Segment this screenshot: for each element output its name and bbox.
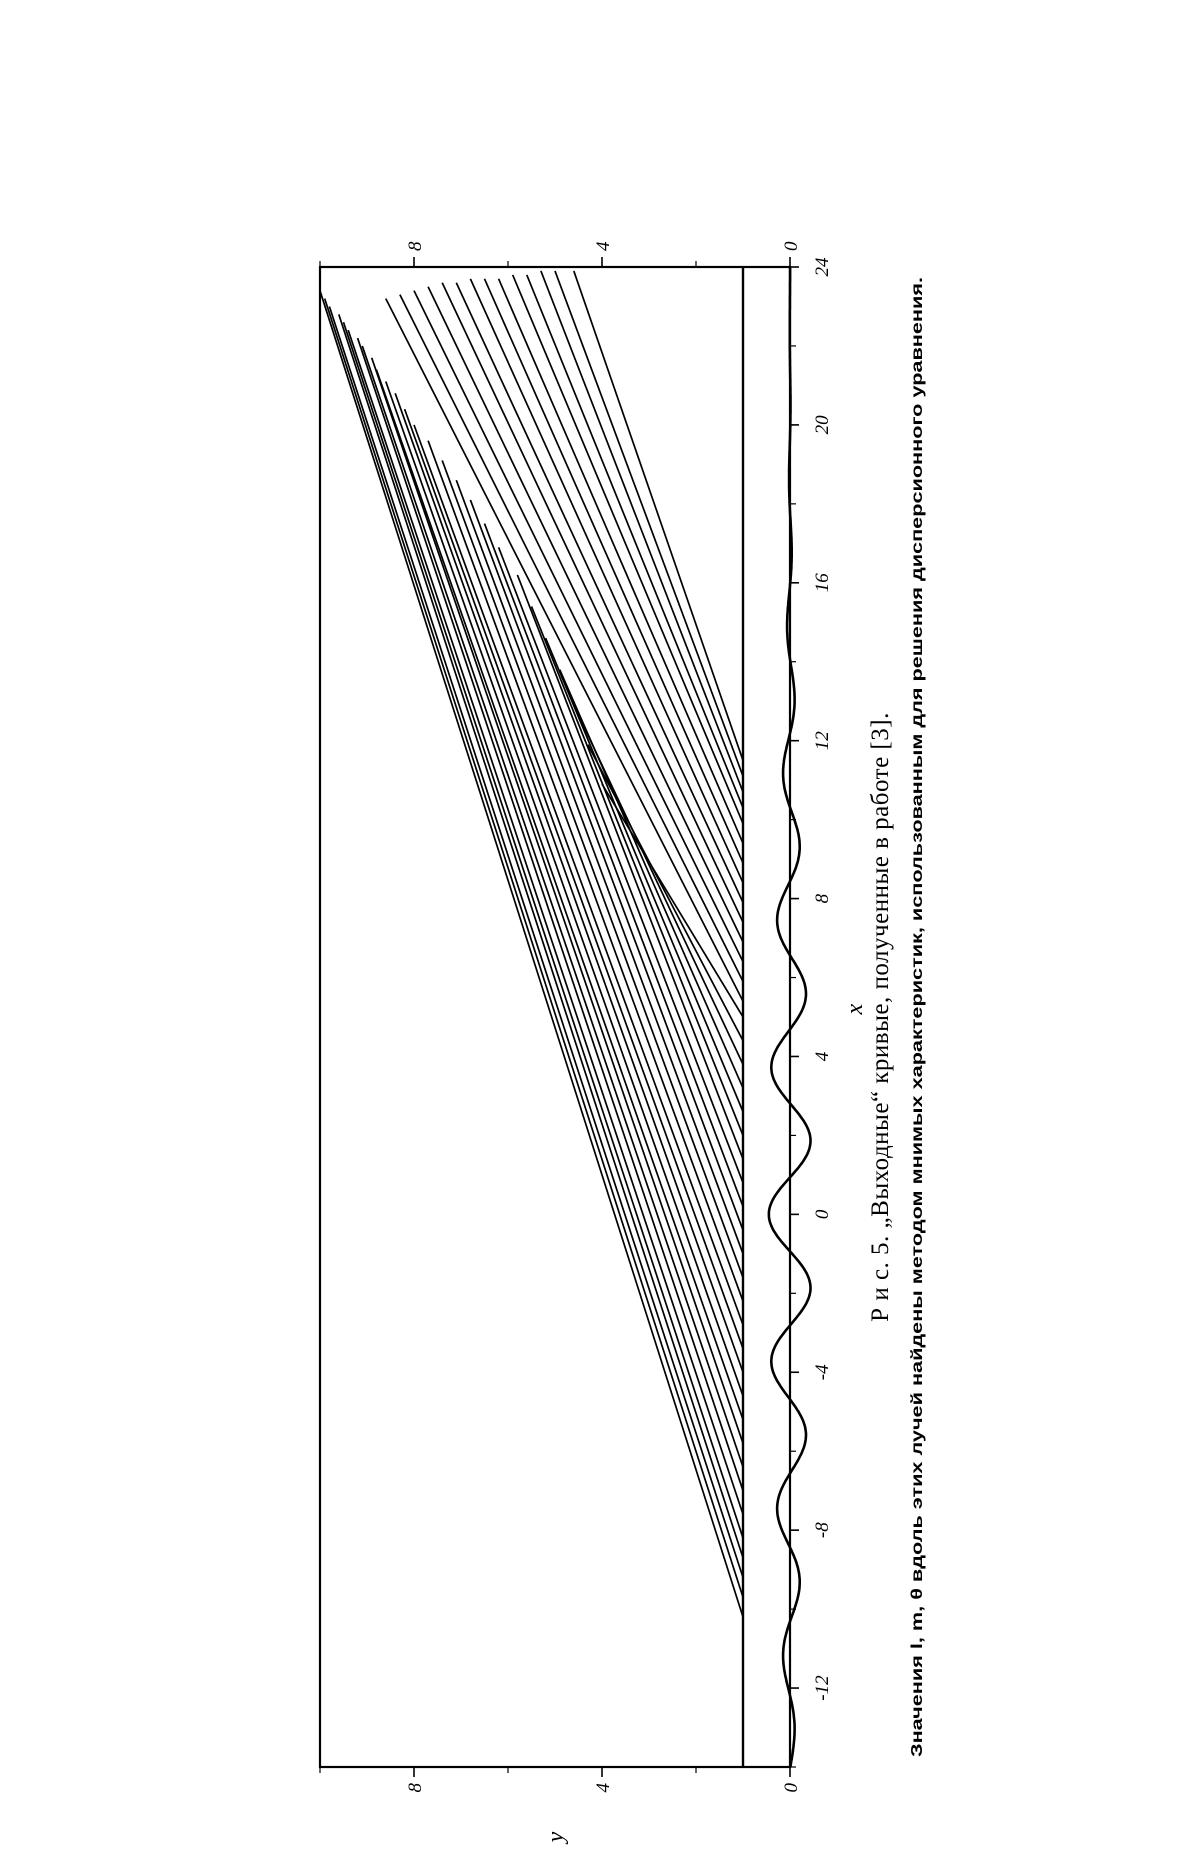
x-tick-label: 20	[812, 415, 833, 435]
characteristic-ray	[362, 346, 743, 1467]
y-tick-label-right: 8	[405, 241, 426, 251]
characteristic-ray	[325, 299, 743, 1598]
figure-caption-title: Р и с. 5. „Выходные“ кривые, полученные в работе [3].	[867, 712, 894, 1322]
characteristic-ray	[344, 322, 744, 1538]
x-tick-label: -12	[812, 1675, 833, 1701]
characteristic-ray	[414, 425, 743, 1325]
characteristic-ray	[395, 393, 743, 1372]
x-tick-label: -8	[812, 1522, 833, 1539]
characteristic-ray	[386, 299, 743, 1002]
characteristic-ray	[513, 275, 743, 824]
characteristic-ray	[386, 381, 743, 1395]
characteristic-ray	[348, 330, 743, 1514]
y-tick-label-left: 0	[781, 1783, 802, 1793]
y-tick-label-right: 0	[781, 241, 802, 251]
characteristic-ray	[485, 279, 744, 863]
x-tick-label: 16	[812, 573, 833, 593]
rotated-figure	[320, 241, 926, 1844]
characteristic-ray	[574, 271, 743, 760]
x-tick-label: -4	[812, 1364, 833, 1381]
x-tick-label: 12	[812, 731, 833, 751]
x-axis-label: x	[842, 1003, 868, 1015]
y-tick-label-left: 4	[593, 1783, 614, 1793]
figure-caption-subtitle: Значения l, m, θ вдоль этих лучей найдены методом мнимых характеристик, использованным для решения дисперсионного уравнения.	[909, 663, 926, 1757]
x-tick-label: 4	[812, 1051, 833, 1062]
characteristic-ray	[320, 291, 743, 1617]
characteristic-ray	[329, 306, 743, 1577]
y-tick-label-right: 4	[593, 241, 614, 251]
x-tick-label: 24	[812, 257, 833, 277]
characteristic-ray	[527, 275, 743, 808]
x-tick-label: 0	[812, 1209, 833, 1220]
y-axis-label: y	[543, 1831, 569, 1843]
characteristic-ray	[372, 358, 743, 1444]
characteristic-ray	[428, 441, 743, 1302]
x-tick-label: 8	[812, 893, 833, 904]
chart	[320, 241, 868, 1844]
y-tick-label-left: 8	[405, 1783, 426, 1793]
